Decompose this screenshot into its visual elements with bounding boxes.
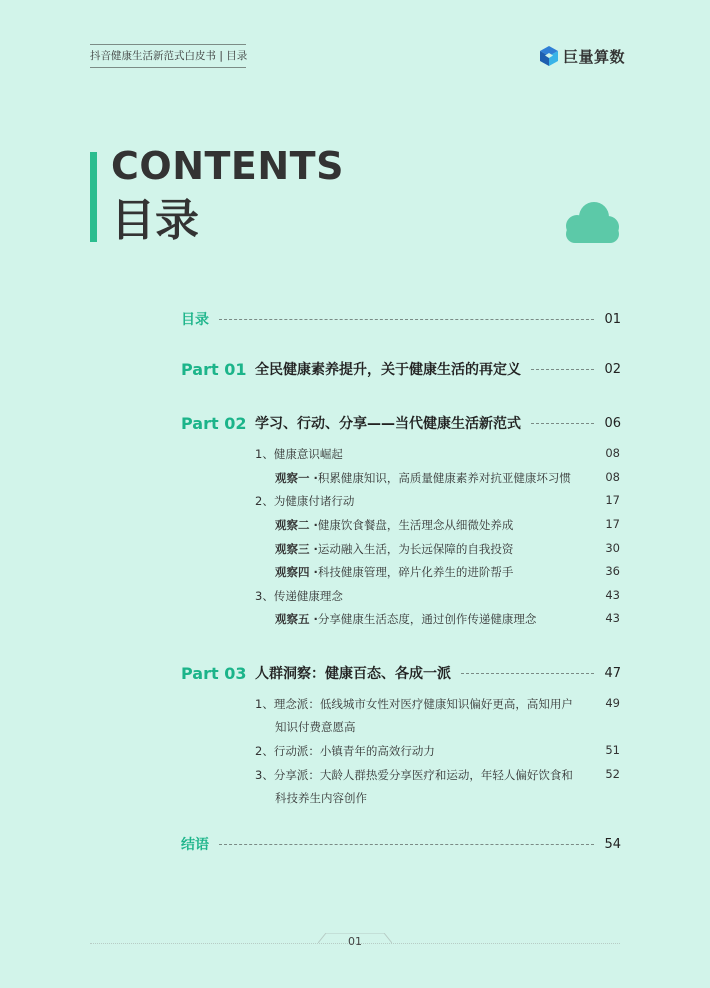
toc-part1-title: 全民健康素养提升，关于健康生活的再定义	[255, 362, 521, 378]
brand-logo-icon	[539, 45, 559, 67]
toc-conclusion-row[interactable]	[181, 834, 621, 854]
toc-conclusion-label: 结语	[181, 837, 209, 853]
observation-label: 观察二 ·	[275, 518, 318, 532]
toc-conclusion-page: 54	[604, 836, 621, 852]
toc-sub-page: 52	[605, 767, 620, 781]
toc-sub-page: 17	[605, 493, 620, 507]
toc-sub-item[interactable]: 观察四 · 科技健康管理，碎片化养生的进阶帮手	[275, 565, 514, 579]
brand-logo	[539, 45, 625, 67]
toc-intro-label: 目录	[181, 312, 209, 328]
toc-part2-row[interactable]	[181, 412, 621, 434]
toc-sub-item[interactable]: 观察三 · 运动融入生活，为长远保障的自我投资	[275, 542, 514, 556]
toc-part2-label: Part 02	[181, 413, 247, 433]
toc-intro-page: 01	[604, 311, 621, 327]
toc-sub-item[interactable]: 3、分享派：大龄人群热爱分享医疗和运动，年轻人偏好饮食和 科技养生内容创作	[255, 768, 573, 805]
document-title: 抖音健康生活新范式白皮书 | 目录	[90, 44, 246, 68]
leader-dots	[219, 319, 594, 320]
toc-part2-page: 06	[604, 415, 621, 431]
observation-label: 观察四 ·	[275, 565, 318, 579]
toc-sub-page: 36	[605, 564, 620, 578]
toc-part3-page: 47	[604, 665, 621, 681]
toc-part3-row[interactable]	[181, 662, 621, 684]
toc-sub-page: 51	[605, 743, 620, 757]
toc-sub-item[interactable]: 观察一 · 积累健康知识，高质量健康素养对抗亚健康坏习惯	[275, 471, 571, 485]
leader-dots	[461, 673, 594, 674]
page-title-english: CONTENTS	[111, 144, 344, 188]
observation-label: 观察三 ·	[275, 542, 318, 556]
toc-sub-page: 30	[605, 541, 620, 555]
toc-sub-page: 17	[605, 517, 620, 531]
toc-part3-label: Part 03	[181, 663, 247, 683]
toc-sub-item[interactable]: 2、为健康付诸行动	[255, 494, 355, 508]
observation-label: 观察五 ·	[275, 612, 318, 626]
toc-intro-row[interactable]	[181, 309, 621, 329]
page-number: 01	[348, 935, 362, 948]
toc-sub-page: 43	[605, 588, 620, 602]
leader-dots	[531, 423, 594, 424]
cloud-icon	[560, 199, 622, 245]
toc-sub-page: 49	[605, 696, 620, 710]
title-accent-bar	[90, 152, 97, 242]
toc-sub-page: 43	[605, 611, 620, 625]
toc-part1-label: Part 01	[181, 359, 247, 379]
toc-sub-item[interactable]: 观察二 · 健康饮食餐盘，生活理念从细微处养成	[275, 518, 514, 532]
toc-part1-page: 02	[604, 361, 621, 377]
toc-sub-item[interactable]: 1、理念派：低线城市女性对医疗健康知识偏好更高，高知用户 知识付费意愿高	[255, 697, 573, 734]
toc-part1-row[interactable]	[181, 358, 621, 380]
page-title-chinese: 目录	[111, 195, 199, 246]
toc-sub-page: 08	[605, 446, 620, 460]
observation-label: 观察一 ·	[275, 471, 318, 485]
toc-sub-item[interactable]: 1、健康意识崛起	[255, 447, 343, 461]
leader-dots	[219, 844, 594, 845]
toc-part3-title: 人群洞察：健康百态、各成一派	[255, 666, 451, 682]
toc-part2-title: 学习、行动、分享——当代健康生活新范式	[255, 416, 521, 432]
toc-sub-item[interactable]: 2、行动派：小镇青年的高效行动力	[255, 744, 435, 758]
toc-sub-page: 08	[605, 470, 620, 484]
toc-sub-item[interactable]: 3、传递健康理念	[255, 589, 343, 603]
toc-sub-item[interactable]: 观察五 · 分享健康生活态度，通过创作传递健康理念	[275, 612, 537, 626]
leader-dots	[531, 369, 594, 370]
brand-name: 巨量算数	[563, 47, 626, 66]
